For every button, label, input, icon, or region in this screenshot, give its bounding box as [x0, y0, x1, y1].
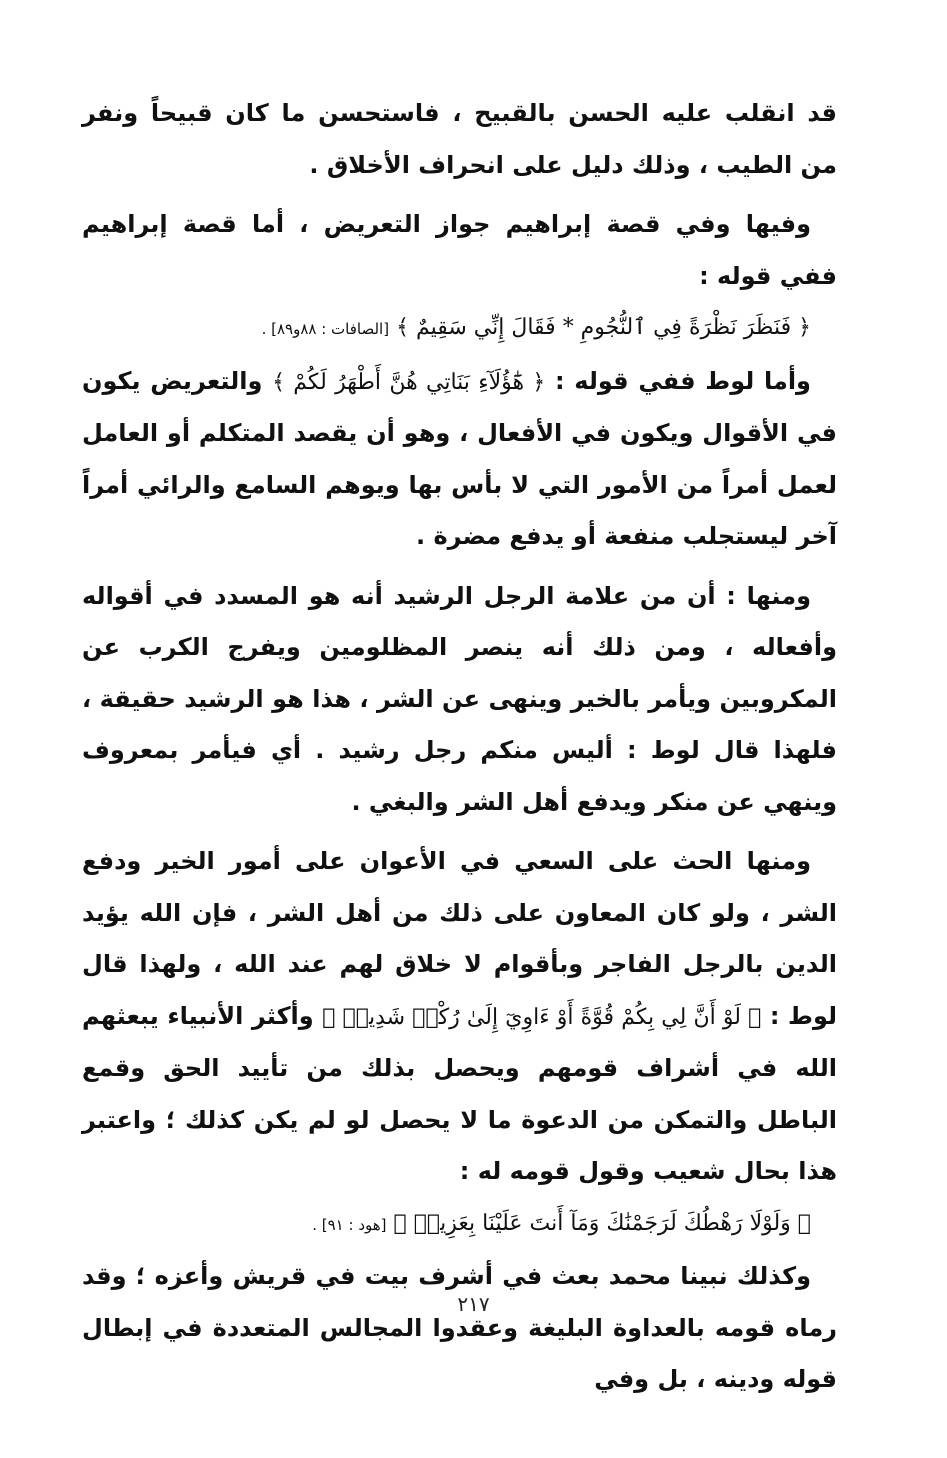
- paragraph-rashid-text: ومنها : أن من علامة الرجل الرشيد أنه هو المسدد في أقواله وأفعاله ، ومن ذلك أنه ينصر المظلومين ويفرج الكرب عن المكروبين ويأمر بالخير وينهى عن الشر ، هذا هو الرشيد حقيقة ، فلهذا قال لوط : أليس منكم رجل رشيد . أي فيأمر بمعروف وينهي عن منكر ويدفع أهل الشر والبغي .: [82, 581, 837, 816]
- page-number: ٢١٧: [457, 1292, 490, 1316]
- paragraph-lut-rest: والتعريض يكون في الأقوال ويكون في الأفعال ، وهو أن يقصد المتكلم أو العامل لعمل أمراً من الأمور التي لا بأس بها ويوهم السامع والرائي أمراً آخر ليستجلب منفعة أو يدفع مضرة .: [82, 366, 837, 550]
- paragraph-awan-rest: وأكثر الأنبياء يبعثهم الله في أشراف قومهم ويحصل بذلك من تأييد الحق وقمع الباطل والتمكن من الدعوة ما لا يحصل لو لم يكن كذلك ؛ واعتبر هذا بحال شعيب وقول قومه له :: [82, 1001, 837, 1185]
- verse-lut-quwwa: ﴿ لَوْ أَنَّ لِي بِكُمْ قُوَّةً أَوْ ءَاوِيٓ إِلَىٰ رُكْنٖ شَدِيدٖ ﴾: [322, 1004, 762, 1030]
- paragraph-rashid: [82, 571, 837, 829]
- paragraph-2-text: وفيها وفي قصة إبراهيم جواز التعريض ، أما قصة إبراهيم ففي قوله :: [82, 210, 837, 290]
- body-text: [82, 88, 837, 1406]
- paragraph-1: [82, 88, 837, 191]
- paragraph-lut: [82, 356, 837, 563]
- paragraph-lut-intro: وأما لوط ففي قوله :: [545, 366, 811, 395]
- verse-hud-citation: [هود : ٩١] .: [312, 1215, 387, 1234]
- paragraph-prophet-text: وكذلك نبينا محمد بعث في أشرف بيت في قريش وأعزه ؛ وقد رماه قومه بالعداوة البليغة وعقدوا المجالس المتعددة في إبطال قوله ودينه ، بل وفي: [82, 1262, 837, 1393]
- paragraph-2: [82, 199, 837, 302]
- verse-saffat-text: ﴿ فَنَظَرَ نَظْرَةً فِي ٱلنُّجُومِ * فَقَالَ إِنِّي سَقِيمٌ ﴾: [396, 315, 811, 340]
- verse-hud-text: ﴿ وَلَوْلَا رَهْطُكَ لَرَجَمْنَٰكَ وَمَآ أَنتَ عَلَيْنَا بِعَزِيزٖ ﴾: [393, 1210, 811, 1236]
- verse-saffat-citation: [الصافات : ٨٨و٨٩] .: [261, 320, 390, 338]
- quran-verse-hud: [82, 1198, 837, 1252]
- paragraph-awan-intro: ومنها الحث على السعي في الأعوان على أمور الخير ودفع الشر ، ولو كان المعاون على ذلك من أهل الشر ، فإن الله يؤيد الدين بالرجل الفاجر وبأقوام لا خلاق لهم عند الله ، ولهذا قال لوط :: [82, 847, 837, 1030]
- paragraph-prophet: [82, 1251, 837, 1406]
- quran-verse-saffat: [82, 302, 837, 356]
- paragraph-1-text: قد انقلب عليه الحسن بالقبيح ، فاستحسن ما كان قبيحاً ونفر من الطيب ، وذلك دليل على انحراف الأخلاق .: [82, 99, 837, 179]
- verse-lut-banati: ﴿ هَٰٓؤُلَآءِ بَنَاتِي هُنَّ أَطْهَرُ لَكُمْ ﴾: [272, 369, 546, 395]
- paragraph-awan: [82, 836, 837, 1198]
